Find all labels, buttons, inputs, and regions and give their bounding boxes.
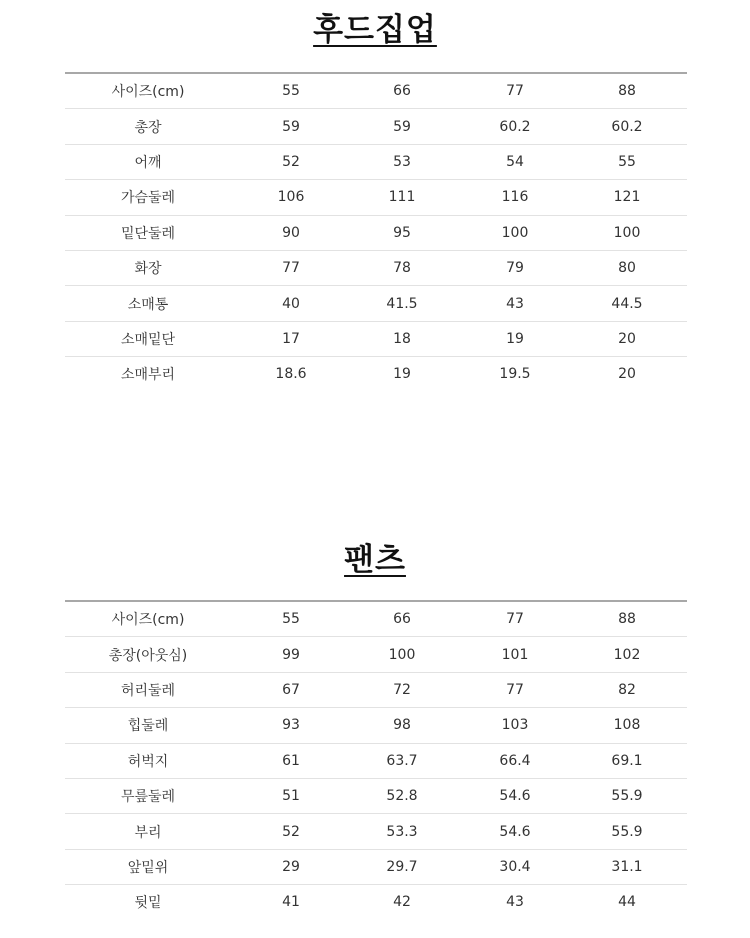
size-value: 19 bbox=[393, 366, 411, 383]
size-value: 116 bbox=[501, 189, 529, 206]
size-value: 61 bbox=[282, 752, 300, 769]
size-value: 102 bbox=[613, 646, 641, 663]
size-value: 67 bbox=[282, 681, 300, 698]
size-value: 79 bbox=[506, 260, 524, 277]
row-label: 소매밑단 bbox=[120, 331, 176, 348]
size-value: 88 bbox=[618, 83, 636, 100]
row-label: 소매부리 bbox=[120, 367, 176, 384]
size-value: 101 bbox=[501, 646, 529, 663]
size-value: 29.7 bbox=[386, 858, 418, 875]
size-value: 41 bbox=[282, 894, 300, 911]
size-value: 106 bbox=[277, 189, 305, 206]
size-value: 108 bbox=[613, 717, 641, 734]
size-value: 19.5 bbox=[499, 366, 531, 383]
table-row bbox=[65, 109, 687, 144]
size-value: 100 bbox=[388, 646, 416, 663]
size-value: 66.4 bbox=[499, 752, 531, 769]
size-value: 18.6 bbox=[275, 366, 307, 383]
size-value: 54.6 bbox=[499, 788, 531, 805]
size-value: 59 bbox=[393, 118, 411, 135]
size-value: 55.9 bbox=[611, 788, 643, 805]
row-label: 밑단둘레 bbox=[120, 225, 176, 242]
row-label: 허리둘레 bbox=[120, 682, 176, 699]
row-label: 앞밑위 bbox=[127, 859, 169, 876]
row-label: 힙둘레 bbox=[127, 718, 169, 735]
size-value: 52.8 bbox=[386, 788, 418, 805]
size-value: 59 bbox=[282, 118, 300, 135]
size-value: 66 bbox=[393, 611, 411, 628]
row-label: 가슴둘레 bbox=[120, 190, 176, 207]
size-value: 121 bbox=[613, 189, 641, 206]
size-value: 77 bbox=[506, 611, 524, 628]
size-value: 82 bbox=[618, 681, 636, 698]
row-label: 어깨 bbox=[134, 154, 162, 171]
size-value: 66 bbox=[393, 83, 411, 100]
size-value: 52 bbox=[282, 823, 300, 840]
size-value: 54.6 bbox=[499, 823, 531, 840]
size-value: 30.4 bbox=[499, 858, 531, 875]
size-value: 80 bbox=[618, 260, 636, 277]
size-value: 54 bbox=[506, 153, 524, 170]
table-row bbox=[65, 286, 687, 321]
table-row bbox=[65, 673, 687, 708]
size-value: 29 bbox=[282, 858, 300, 875]
table-row bbox=[65, 708, 687, 743]
table-row bbox=[65, 216, 687, 251]
size-value: 60.2 bbox=[499, 118, 531, 135]
table-header-row bbox=[65, 74, 687, 109]
pants-size-table bbox=[65, 600, 687, 920]
table-row bbox=[65, 779, 687, 814]
table-row bbox=[65, 637, 687, 672]
size-value: 63.7 bbox=[386, 752, 418, 769]
table-row bbox=[65, 814, 687, 849]
size-value: 19 bbox=[506, 330, 524, 347]
size-value: 17 bbox=[282, 330, 300, 347]
size-value: 98 bbox=[393, 717, 411, 734]
size-value: 43 bbox=[506, 295, 524, 312]
row-label: 총장 bbox=[134, 119, 162, 136]
size-value: 77 bbox=[506, 681, 524, 698]
size-value: 95 bbox=[393, 224, 411, 241]
size-value: 99 bbox=[282, 646, 300, 663]
size-value: 52 bbox=[282, 153, 300, 170]
size-value: 69.1 bbox=[611, 752, 643, 769]
size-value: 78 bbox=[393, 260, 411, 277]
size-value: 55 bbox=[282, 83, 300, 100]
size-value: 43 bbox=[506, 894, 524, 911]
hood-zipup-size-table bbox=[65, 72, 687, 392]
size-value: 103 bbox=[501, 717, 529, 734]
size-value: 55 bbox=[282, 611, 300, 628]
size-value: 41.5 bbox=[386, 295, 418, 312]
hood-zipup-title bbox=[0, 4, 750, 49]
size-value: 77 bbox=[282, 260, 300, 277]
size-value: 60.2 bbox=[611, 118, 643, 135]
row-label: 총장(아웃심) bbox=[108, 647, 188, 664]
table-header-row bbox=[65, 602, 687, 637]
size-value: 53.3 bbox=[386, 823, 418, 840]
row-label: 부리 bbox=[134, 824, 162, 841]
pants-title bbox=[0, 534, 750, 579]
table-row bbox=[65, 180, 687, 215]
size-value: 40 bbox=[282, 295, 300, 312]
size-value: 72 bbox=[393, 681, 411, 698]
table-row bbox=[65, 850, 687, 885]
row-label: 무릎둘레 bbox=[120, 789, 176, 806]
size-value: 20 bbox=[618, 330, 636, 347]
size-value: 44 bbox=[618, 894, 636, 911]
row-label: 화장 bbox=[134, 261, 162, 278]
size-value: 90 bbox=[282, 224, 300, 241]
size-value: 55 bbox=[618, 153, 636, 170]
table-row bbox=[65, 145, 687, 180]
row-label: 소매통 bbox=[127, 296, 169, 313]
hood-zipup-title-text: 후드집업 bbox=[313, 12, 437, 48]
size-value: 42 bbox=[393, 894, 411, 911]
table-row bbox=[65, 357, 687, 391]
size-value: 20 bbox=[618, 366, 636, 383]
table-row bbox=[65, 744, 687, 779]
size-value: 51 bbox=[282, 788, 300, 805]
size-value: 93 bbox=[282, 717, 300, 734]
row-label: 사이즈(cm) bbox=[111, 612, 185, 629]
table-row bbox=[65, 251, 687, 286]
size-value: 31.1 bbox=[611, 858, 643, 875]
size-value: 100 bbox=[613, 224, 641, 241]
size-value: 53 bbox=[393, 153, 411, 170]
table-row bbox=[65, 885, 687, 919]
row-label: 뒷밑 bbox=[134, 895, 162, 912]
size-value: 77 bbox=[506, 83, 524, 100]
size-value: 100 bbox=[501, 224, 529, 241]
pants-title-text: 팬츠 bbox=[344, 542, 406, 578]
size-value: 44.5 bbox=[611, 295, 643, 312]
size-value: 18 bbox=[393, 330, 411, 347]
size-value: 111 bbox=[388, 189, 416, 206]
row-label: 사이즈(cm) bbox=[111, 84, 185, 101]
size-value: 55.9 bbox=[611, 823, 643, 840]
size-value: 88 bbox=[618, 611, 636, 628]
row-label: 허벅지 bbox=[127, 753, 169, 770]
table-row bbox=[65, 322, 687, 357]
